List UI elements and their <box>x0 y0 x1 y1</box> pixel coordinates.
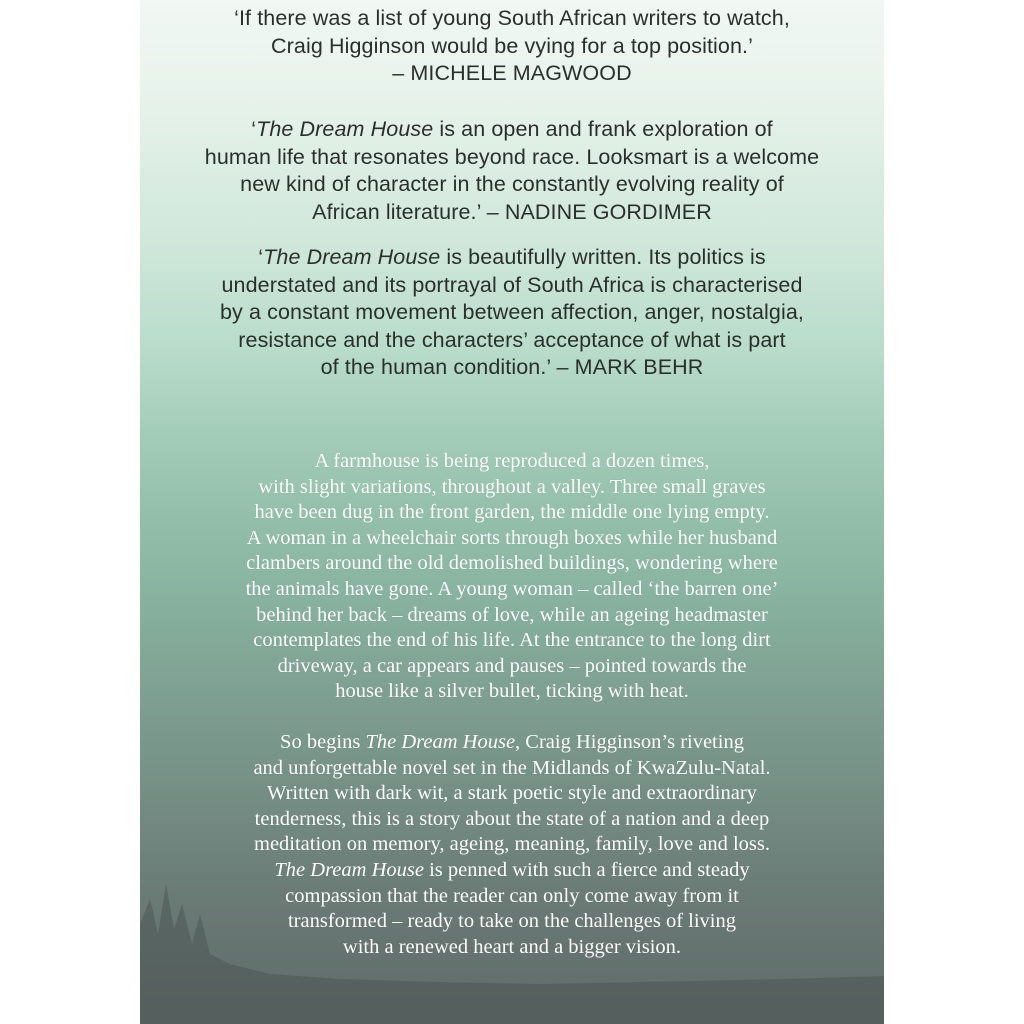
blurb-line: transformed – ready to take on the challenges of living <box>287 910 736 933</box>
blurb-line: A woman in a wheelchair sorts through boxes while her husband <box>246 526 778 549</box>
blurb-line: behind her back – dreams of love, while an ageing headmaster <box>256 603 768 626</box>
book-back-cover <box>140 0 884 1024</box>
review-quote-2 <box>140 116 884 226</box>
book-title: The Dream House <box>274 858 424 881</box>
blurb-line: Written with dark wit, a stark poetic style and extraordinary <box>267 782 757 805</box>
review-quote-3 <box>140 244 884 382</box>
quote-line: Craig Higginson would be vying for a top position.’ <box>271 33 753 58</box>
blurb-line: clambers around the old demolished buildings, wondering where <box>246 552 778 575</box>
quote-line: ‘The Dream House is an open and frank exploration of <box>251 117 773 141</box>
blurb-line: and unforgettable novel set in the Midlands of KwaZulu-Natal. <box>253 756 771 779</box>
book-title: The Dream House <box>256 117 434 141</box>
blurb-text: , Craig Higginson’s riveting <box>515 731 744 753</box>
quote-attribution: – MICHELE MAGWOOD <box>392 61 632 85</box>
book-title: The Dream House <box>263 245 441 269</box>
blurb-line: A farmhouse is being reproduced a dozen times, <box>314 450 710 472</box>
blurb-line: contemplates the end of his life. At the entrance to the long dirt <box>253 629 771 652</box>
quote-text: is an open and frank exploration of <box>433 117 773 141</box>
blurb-paragraph-2 <box>140 730 884 960</box>
blurb-line: have been dug in the front garden, the middle one lying empty. <box>254 501 770 524</box>
blurb-line: compassion that the reader can only come away from it <box>285 884 739 907</box>
blurb-line: with a renewed heart and a bigger vision. <box>342 935 682 958</box>
quote-text: is beautifully written. Its politics is <box>440 245 766 269</box>
quote-line: African literature.’ – NADINE GORDIMER <box>312 199 712 224</box>
quote-line: ‘The Dream House is beautifully written. Its politics is <box>258 245 766 269</box>
quote-line: new kind of character in the constantly evolving reality of <box>240 172 784 196</box>
blurb-text: is penned with such a fierce and steady <box>423 858 750 881</box>
blurb-line: tenderness, this is a story about the state of a nation and a deep <box>254 807 770 830</box>
blurb-text: So begins <box>280 731 366 753</box>
quote-line: understated and its portrayal of South Africa is characterised <box>221 272 803 297</box>
blurb-line: driveway, a car appears and pauses – pointed towards the <box>277 654 747 677</box>
quote-line: of the human condition.’ – MARK BEHR <box>320 355 704 379</box>
blurb-line <box>140 858 884 884</box>
blurb-line: with slight variations, throughout a valley. Three small graves <box>258 475 766 498</box>
quote-line: resistance and the characters’ acceptance of what is part <box>238 327 786 352</box>
blurb-line <box>140 730 884 756</box>
review-quote-1 <box>140 5 884 88</box>
quote-line: ‘If there was a list of young South African writers to watch, <box>234 6 790 30</box>
blurb-paragraph-1 <box>140 449 884 705</box>
blurb-line: the animals have gone. A young woman – called ‘the barren one’ <box>245 577 779 600</box>
quote-line: by a constant movement between affection, anger, nostalgia, <box>220 300 804 324</box>
blurb-line: house like a silver bullet, ticking with heat. <box>335 680 689 703</box>
quote-line: human life that resonates beyond race. Looksmart is a welcome <box>204 144 820 169</box>
book-title: The Dream House <box>365 731 516 753</box>
blurb-line: meditation on memory, ageing, meaning, family, love and loss. <box>254 833 770 856</box>
